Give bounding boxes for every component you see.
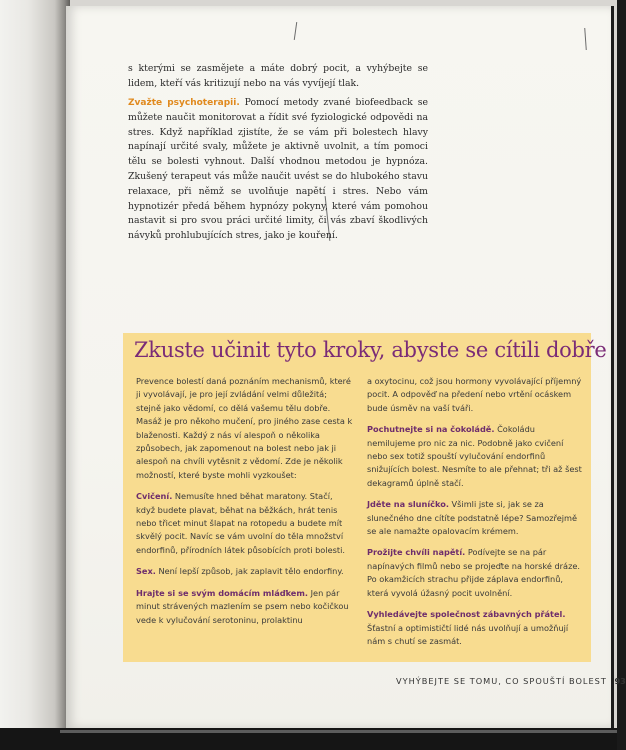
tip-text: Není lepší způsob, jak zaplavit tělo endorfiny. — [155, 566, 344, 577]
tip-text: Čokoládu nemilujeme pro nic za nic. Podobně jako cvičení nebo sex totiž spouští vylučování endorfinů snižujících bolest. Nesmíte to ale přehnat; tři až šest dekagramů úplně stačí. — [367, 424, 582, 488]
book-spine-shadow — [0, 0, 70, 750]
tip-lead: Cvičení. — [136, 491, 173, 502]
tip-text: Podívejte se na pár napínavých filmů nebo se projeďte na horské dráze. Po okamžicích strachu přijde záplava endorfinů, která vyvolá úžasný pocit uvolnění. — [367, 547, 581, 598]
tip-text: Šťastní a optimističtí lidé nás uvolňují a umožňují nám s chutí se zasmát. — [367, 622, 569, 646]
tip-item — [367, 608, 583, 648]
paragraph-lead: Zvažte psychoterapii. — [128, 98, 240, 108]
tip-lead: Jděte na sluníčko. — [367, 499, 449, 510]
tip-box-intro: Prevence bolestí daná poznáním mechanismů, které ji vyvolávají, je pro její zvládání velmi důležitá; stejně jako vědomí, co dělá vašemu tělu dobře. Masáž je pro někoho mučení, pro jiného zase cesta k blaženosti. Každý z nás ví alespoň o několika způsobech, jak zapomenout na bolest nebo jak ji alespoň na chvíli vytěsnit z vědomí. Zde je několik možností, které byste mohli vyzkoušet: — [136, 376, 353, 480]
body-paragraph-psychotherapy — [128, 96, 428, 244]
tip-item — [136, 565, 354, 578]
tip-text: Jen pár minut strávených mazlením se psem nebo kočičkou vede k vylučování serotoninu, prolaktinu — [136, 587, 349, 625]
tip-column-right — [367, 375, 583, 656]
tip-item — [367, 423, 583, 490]
tip-text: Nemusíte hned běhat maratony. Stačí, když budete plavat, běhat na běžkách, hrát tenis nebo třicet minut šlapat na rotopedu a budete mít skvělý pocit. Navíc se vám uvolní do těla množství endorfinů, přírodních látek působících proti bolesti. — [136, 491, 345, 555]
tip-item — [136, 587, 354, 627]
tip-lead: Prožijte chvíli napětí. — [367, 547, 466, 558]
paragraph-text: Pomocí metody zvané biofeedback se můžete naučit monitorovat a řídit své fyziologické odpovědi na stres. Když například zjistíte, že se vám při bolestech hlavy napínají určité svaly, můžete je aktivně uvolnit, a tím pomoci tělu se bolesti vyhnout. Další vhodnou metodou je hypnóza. Zkušený terapeut vás může naučit uvést se do hlubokého stavu relaxace, při němž se uvolňuje napětí i stres. Nebo vám hypnotizér předá během hypnózy pokyny, které vám pomohou nastavit si pro svou práci určité limity, či vás zbaví škodlivých návyků prohlubujících stres, jako je kouření. — [128, 97, 428, 242]
tip-column-left — [136, 375, 354, 635]
tip-box-title: Zkuste učinit tyto kroky, abyste se cítili dobře — [134, 338, 607, 362]
page-number: 93 — [614, 676, 626, 686]
page-edge-line — [60, 730, 617, 733]
footer-chapter-title: VYHÝBEJTE SE TOMU, CO SPOUŠTÍ BOLEST — [396, 676, 607, 686]
tip-item — [136, 490, 354, 557]
running-footer — [396, 676, 626, 686]
tip-lead: Sex. — [136, 566, 156, 577]
tip-lead: Vyhledávejte společnost zábavných přátel. — [367, 609, 566, 620]
tip-continuation: a oxytocinu, což jsou hormony vyvolávající příjemný pocit. A odpověď na předení nebo vrtění ocáskem bude úsměv na vaší tváři. — [367, 376, 582, 413]
tip-item — [367, 546, 583, 600]
tip-lead: Pochutnejte si na čokoládě. — [367, 424, 495, 435]
body-paragraph: s kterými se zasmějete a máte dobrý pocit, a vyhýbejte se lidem, kteří vás kritizují nebo na vás vyvíjejí tlak. — [128, 63, 428, 89]
tip-text: Všimli jste si, jak se za slunečného dne cítíte podstatně lépe? Samozřejmě se ale namažte opalovacím krémem. — [367, 499, 578, 537]
tip-lead: Hrajte si se svým domácím mláďkem. — [136, 587, 309, 598]
tip-item — [367, 498, 583, 538]
